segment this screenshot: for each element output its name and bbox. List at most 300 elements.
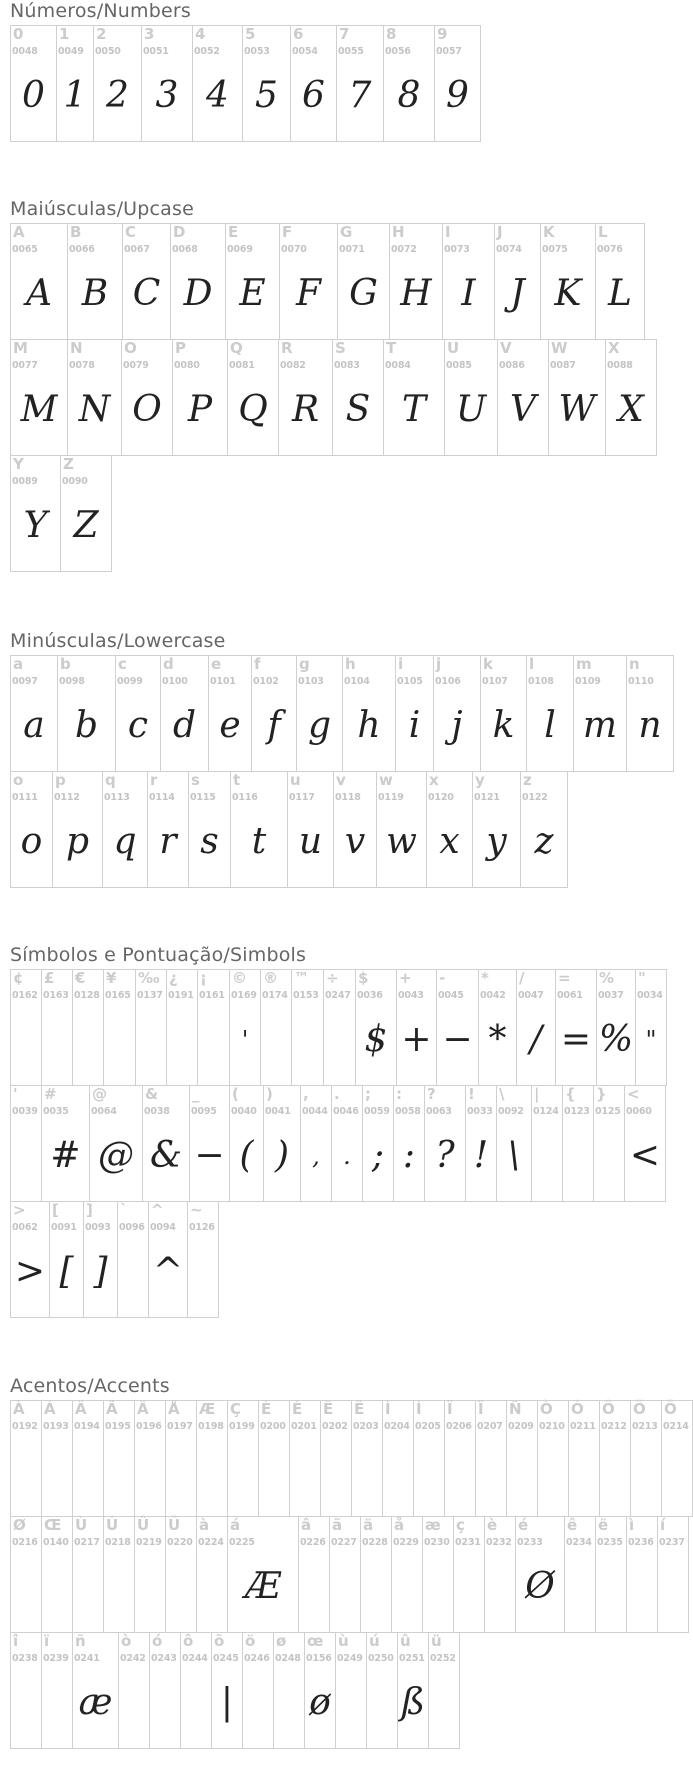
glyph-sample: [ bbox=[59, 1251, 74, 1292]
glyph-cell bbox=[196, 1516, 228, 1633]
glyph-sample bbox=[11, 1673, 41, 1733]
glyph-code-label: 0077 bbox=[12, 360, 38, 371]
glyph-cell bbox=[323, 969, 356, 1086]
glyph-code-label: 0111 bbox=[12, 792, 38, 803]
glyph-code-label: 0092 bbox=[498, 1106, 524, 1117]
glyph-cell bbox=[335, 1632, 367, 1749]
glyph-code-label: 0033 bbox=[467, 1106, 493, 1117]
glyph-sample: : bbox=[402, 1135, 416, 1176]
glyph-code-label: 0067 bbox=[124, 244, 150, 255]
glyph-char-label: ì bbox=[629, 1516, 635, 1534]
glyph-sample bbox=[330, 1557, 360, 1617]
glyph-code-label: 0038 bbox=[144, 1106, 170, 1117]
glyph-code-label: 0197 bbox=[167, 1421, 193, 1432]
glyph-cell bbox=[562, 1085, 594, 1202]
glyph-char-label: : bbox=[396, 1085, 402, 1103]
glyph-char-label: Ä bbox=[137, 1400, 149, 1418]
glyph-cell bbox=[251, 655, 297, 772]
glyph-cell bbox=[56, 25, 94, 142]
glyph-sample: ; bbox=[371, 1135, 385, 1176]
glyph-code-label: 0165 bbox=[105, 990, 131, 1001]
glyph-code-label: 0128 bbox=[74, 990, 100, 1001]
glyph-cell bbox=[41, 1400, 73, 1517]
glyph-code-label: 0085 bbox=[446, 360, 472, 371]
glyph-cell bbox=[165, 1516, 197, 1633]
glyph-code-label: 0034 bbox=[637, 990, 663, 1001]
glyph-char-label: Ã bbox=[106, 1400, 118, 1418]
glyph-sample bbox=[662, 1441, 692, 1501]
glyph-cell bbox=[333, 771, 377, 888]
glyph-code-label: 0249 bbox=[337, 1653, 363, 1664]
glyph-cell bbox=[103, 1400, 135, 1517]
glyph-code-label: 0246 bbox=[244, 1653, 270, 1664]
glyph-cell bbox=[422, 1516, 454, 1633]
glyph-char-label: ï bbox=[44, 1632, 50, 1650]
glyph-char-label: B bbox=[70, 223, 82, 241]
glyph-sample: j bbox=[451, 705, 463, 746]
glyph-sample bbox=[600, 1441, 630, 1501]
glyph-cell bbox=[227, 339, 279, 456]
glyph-sample: I bbox=[461, 273, 476, 314]
glyph-sample: C bbox=[132, 273, 161, 314]
glyph-sample: V bbox=[510, 389, 536, 430]
glyph-code-label: 0115 bbox=[190, 792, 216, 803]
glyph-code-label: 0191 bbox=[168, 990, 194, 1001]
glyph-code-label: 0058 bbox=[395, 1106, 421, 1117]
glyph-code-label: 0161 bbox=[199, 990, 225, 1001]
glyph-char-label: j bbox=[436, 655, 442, 673]
glyph-cell bbox=[496, 1085, 532, 1202]
glyph-char-label: ` bbox=[120, 1201, 128, 1219]
glyph-sample: Æ bbox=[244, 1566, 282, 1607]
glyph-char-label: Ñ bbox=[509, 1400, 522, 1418]
glyph-code-label: 0068 bbox=[172, 244, 198, 255]
glyph-char-label: C bbox=[125, 223, 137, 241]
glyph-char-label: ú bbox=[369, 1632, 380, 1650]
glyph-code-label: 0121 bbox=[474, 792, 500, 803]
glyph-sample bbox=[11, 1557, 41, 1617]
glyph-char-label: [ bbox=[52, 1201, 59, 1219]
glyph-char-label: X bbox=[608, 339, 620, 357]
glyph-sample: − bbox=[194, 1135, 225, 1176]
glyph-cell bbox=[434, 25, 481, 142]
glyph-code-label: 0230 bbox=[424, 1537, 450, 1548]
glyph-sample: @ bbox=[98, 1135, 134, 1176]
glyph-sample: x bbox=[439, 821, 460, 862]
glyph-sample: U bbox=[455, 389, 487, 430]
glyph-sample bbox=[476, 1441, 506, 1501]
glyph-code-label: 0242 bbox=[120, 1653, 146, 1664]
glyph-cell bbox=[351, 1400, 383, 1517]
glyph-cell bbox=[242, 25, 291, 142]
glyph-char-label: h bbox=[345, 655, 356, 673]
glyph-sample bbox=[423, 1557, 453, 1617]
glyph-char-label: 5 bbox=[245, 25, 256, 43]
glyph-sample bbox=[150, 1673, 180, 1733]
glyph-char-label: € bbox=[75, 969, 86, 987]
glyph-code-label: 0237 bbox=[659, 1537, 685, 1548]
glyph-sample bbox=[627, 1557, 657, 1617]
glyph-sample bbox=[11, 1441, 41, 1501]
section-numbers bbox=[10, 0, 655, 142]
glyph-sample: J bbox=[510, 273, 525, 314]
glyph-char-label: q bbox=[105, 771, 116, 789]
glyph-code-label: 0174 bbox=[262, 990, 288, 1001]
glyph-cell bbox=[480, 655, 527, 772]
glyph-sample: w bbox=[386, 821, 417, 862]
glyph-sample bbox=[336, 1673, 366, 1733]
glyph-sample: T bbox=[401, 389, 426, 430]
glyph-sample: ^ bbox=[152, 1251, 184, 1292]
glyph-cell bbox=[10, 339, 68, 456]
glyph-sample: . bbox=[343, 1142, 351, 1170]
glyph-cell bbox=[103, 1516, 135, 1633]
glyph-sample bbox=[42, 1673, 72, 1733]
glyph-code-label: 0073 bbox=[444, 244, 470, 255]
glyph-code-label: 0048 bbox=[12, 46, 38, 57]
glyph-sample bbox=[118, 1242, 148, 1302]
glyph-code-label: 0214 bbox=[663, 1421, 689, 1432]
glyph-cell bbox=[52, 771, 103, 888]
glyph-sample: n bbox=[638, 705, 662, 746]
glyph-char-label: R bbox=[281, 339, 293, 357]
glyph-sample: $ bbox=[364, 1019, 388, 1060]
glyph-cell bbox=[397, 1632, 429, 1749]
glyph-cell bbox=[180, 1632, 212, 1749]
glyph-char-label: = bbox=[558, 969, 571, 987]
glyph-sample bbox=[135, 1557, 165, 1617]
glyph-code-label: 0090 bbox=[62, 476, 88, 487]
glyph-sample bbox=[352, 1441, 382, 1501]
glyph-char-label: ; bbox=[365, 1085, 371, 1103]
glyph-cell bbox=[494, 223, 541, 340]
glyph-cell bbox=[444, 1400, 476, 1517]
glyph-cell bbox=[329, 1516, 361, 1633]
glyph-cell bbox=[624, 1085, 666, 1202]
glyph-char-label: ' bbox=[13, 1085, 18, 1103]
glyph-sample: 5 bbox=[255, 75, 278, 116]
glyph-cell bbox=[57, 655, 116, 772]
glyph-code-label: 0153 bbox=[293, 990, 319, 1001]
glyph-code-label: 0252 bbox=[430, 1653, 456, 1664]
glyph-code-label: 0219 bbox=[136, 1537, 162, 1548]
glyph-sample: d bbox=[172, 705, 197, 746]
glyph-sample bbox=[167, 1010, 197, 1070]
glyph-code-label: 0110 bbox=[628, 676, 654, 687]
glyph-sample bbox=[166, 1441, 196, 1501]
glyph-char-label: Á bbox=[44, 1400, 56, 1418]
glyph-char-label: © bbox=[232, 969, 247, 987]
glyph-code-label: 0062 bbox=[12, 1222, 38, 1233]
glyph-cell bbox=[300, 1085, 332, 1202]
glyph-sample: t bbox=[251, 821, 267, 862]
glyph-cell bbox=[484, 1516, 516, 1633]
glyph-cell bbox=[67, 223, 123, 340]
glyph-sample: f bbox=[267, 705, 281, 746]
glyph-cell bbox=[134, 1400, 166, 1517]
glyph-cell bbox=[478, 969, 517, 1086]
glyph-cell bbox=[197, 969, 230, 1086]
glyph-char-label: ã bbox=[332, 1516, 343, 1534]
glyph-sample bbox=[563, 1126, 593, 1186]
glyph-cell bbox=[122, 223, 171, 340]
glyph-char-label: Ó bbox=[571, 1400, 584, 1418]
glyph-char-label: Ú bbox=[106, 1516, 119, 1534]
glyph-cell bbox=[596, 969, 636, 1086]
glyph-code-label: 0063 bbox=[426, 1106, 452, 1117]
glyph-code-label: 0075 bbox=[542, 244, 568, 255]
glyph-code-label: 0116 bbox=[232, 792, 258, 803]
glyph-char-label: Ø bbox=[13, 1516, 26, 1534]
glyph-sample: æ bbox=[78, 1682, 113, 1723]
glyph-sample bbox=[454, 1557, 484, 1617]
glyph-sample bbox=[538, 1441, 568, 1501]
glyph-cell bbox=[426, 771, 473, 888]
glyph-char-label: Â bbox=[75, 1400, 87, 1418]
glyph-code-label: 0113 bbox=[104, 792, 130, 803]
glyph-code-label: 0103 bbox=[298, 676, 324, 687]
glyph-char-label: p bbox=[55, 771, 66, 789]
glyph-code-label: 0039 bbox=[12, 1106, 38, 1117]
glyph-row bbox=[10, 969, 663, 1086]
glyph-char-label: ö bbox=[245, 1632, 256, 1650]
glyph-cell bbox=[635, 969, 667, 1086]
glyph-sample: 8 bbox=[397, 75, 421, 116]
glyph-sample: ] bbox=[93, 1251, 108, 1292]
glyph-cell bbox=[573, 655, 627, 772]
glyph-sample: F bbox=[296, 273, 321, 314]
glyph-char-label: á bbox=[230, 1516, 241, 1534]
glyph-code-label: 0102 bbox=[253, 676, 279, 687]
glyph-code-label: 0040 bbox=[231, 1106, 257, 1117]
glyph-sample bbox=[73, 1557, 103, 1617]
glyph-char-label: œ bbox=[307, 1632, 324, 1650]
glyph-row bbox=[10, 1516, 685, 1633]
glyph-char-label: U bbox=[447, 339, 460, 357]
glyph-code-label: 0202 bbox=[322, 1421, 348, 1432]
glyph-code-label: 0213 bbox=[632, 1421, 658, 1432]
glyph-code-label: 0091 bbox=[51, 1222, 77, 1233]
glyph-sample: 0 bbox=[22, 75, 45, 116]
glyph-cell bbox=[135, 969, 167, 1086]
glyph-char-label: ô bbox=[183, 1632, 194, 1650]
glyph-code-label: 0241 bbox=[74, 1653, 100, 1664]
glyph-sample bbox=[569, 1441, 599, 1501]
glyph-code-label: 0088 bbox=[607, 360, 633, 371]
glyph-code-label: 0099 bbox=[117, 676, 143, 687]
glyph-sample: 7 bbox=[348, 75, 372, 116]
glyph-cell bbox=[260, 969, 292, 1086]
glyph-code-label: 0079 bbox=[123, 360, 149, 371]
glyph-cell bbox=[10, 969, 42, 1086]
glyph-cell bbox=[242, 1632, 274, 1749]
glyph-cell bbox=[273, 1632, 305, 1749]
glyph-cell bbox=[278, 339, 333, 456]
glyph-sample: M bbox=[20, 389, 58, 430]
glyph-cell bbox=[320, 1400, 352, 1517]
glyph-char-label: û bbox=[400, 1632, 411, 1650]
glyph-cell bbox=[160, 655, 209, 772]
glyph-sample: ' bbox=[241, 1026, 249, 1054]
glyph-code-label: 0163 bbox=[43, 990, 69, 1001]
glyph-char-label: ü bbox=[431, 1632, 442, 1650]
glyph-code-label: 0250 bbox=[368, 1653, 394, 1664]
glyph-char-label: ä bbox=[363, 1516, 374, 1534]
glyph-code-label: 0041 bbox=[265, 1106, 291, 1117]
glyph-char-label: F bbox=[282, 223, 293, 241]
glyph-char-label: y bbox=[475, 771, 485, 789]
glyph-char-label: 3 bbox=[144, 25, 155, 43]
glyph-char-label: o bbox=[13, 771, 24, 789]
glyph-char-label: g bbox=[299, 655, 310, 673]
glyph-cell bbox=[263, 1085, 301, 1202]
glyph-sample: u bbox=[298, 821, 323, 862]
glyph-char-label: } bbox=[596, 1085, 607, 1103]
glyph-char-label: G bbox=[340, 223, 353, 241]
glyph-cell bbox=[115, 655, 161, 772]
glyph-code-label: 0205 bbox=[415, 1421, 441, 1432]
glyph-code-label: 0234 bbox=[566, 1537, 592, 1548]
glyph-code-label: 0211 bbox=[570, 1421, 596, 1432]
glyph-cell bbox=[599, 1400, 631, 1517]
glyph-code-label: 0169 bbox=[231, 990, 257, 1001]
glyph-code-label: 0049 bbox=[58, 46, 84, 57]
glyph-sample: ! bbox=[473, 1135, 489, 1176]
glyph-code-label: 0070 bbox=[281, 244, 307, 255]
glyph-code-label: 0125 bbox=[595, 1106, 621, 1117]
glyph-cell bbox=[290, 25, 337, 142]
glyph-cell bbox=[331, 1085, 363, 1202]
glyph-sample: r bbox=[159, 821, 177, 862]
glyph-cell bbox=[555, 969, 597, 1086]
glyph-char-label: à bbox=[199, 1516, 210, 1534]
glyph-char-label: ¡ bbox=[200, 969, 207, 987]
glyph-cell bbox=[626, 1516, 658, 1633]
glyph-code-label: 0043 bbox=[398, 990, 424, 1001]
glyph-sample: e bbox=[219, 705, 241, 746]
glyph-char-label: c bbox=[118, 655, 127, 673]
glyph-code-label: 0117 bbox=[289, 792, 315, 803]
glyph-code-label: 0236 bbox=[628, 1537, 654, 1548]
glyph-sample: 6 bbox=[302, 75, 325, 116]
glyph-sample: g bbox=[307, 705, 332, 746]
glyph-char-label: Ë bbox=[354, 1400, 365, 1418]
glyph-char-label: î bbox=[13, 1632, 19, 1650]
glyph-char-label: ™ bbox=[294, 969, 309, 987]
glyph-code-label: 0244 bbox=[182, 1653, 208, 1664]
glyph-code-label: 0123 bbox=[564, 1106, 590, 1117]
glyph-code-label: 0094 bbox=[150, 1222, 176, 1233]
glyph-char-label: r bbox=[150, 771, 158, 789]
glyph-sample: 9 bbox=[446, 75, 469, 116]
glyph-cell bbox=[72, 1400, 104, 1517]
glyph-sample bbox=[228, 1441, 258, 1501]
glyph-cell bbox=[472, 771, 521, 888]
glyph-sample bbox=[290, 1441, 320, 1501]
glyph-code-label: 0042 bbox=[480, 990, 506, 1001]
glyph-char-label: e bbox=[211, 655, 222, 673]
glyph-sample bbox=[104, 1010, 135, 1070]
glyph-code-label: 0114 bbox=[149, 792, 175, 803]
glyph-sample: S bbox=[345, 389, 371, 430]
glyph-cell bbox=[506, 1400, 538, 1517]
glyph-char-label: + bbox=[399, 969, 412, 987]
glyph-char-label: Ê bbox=[323, 1400, 334, 1418]
glyph-char-label: _ bbox=[192, 1085, 200, 1103]
glyph-cell bbox=[102, 771, 148, 888]
glyph-char-label: ^ bbox=[151, 1201, 164, 1219]
glyph-cell bbox=[172, 339, 228, 456]
glyph-sample: 4 bbox=[206, 75, 229, 116]
glyph-char-label: * bbox=[481, 969, 489, 987]
glyph-code-label: 0227 bbox=[331, 1537, 357, 1548]
glyph-code-label: 0225 bbox=[229, 1537, 255, 1548]
glyph-cell bbox=[103, 969, 136, 1086]
glyph-cell bbox=[149, 1632, 181, 1749]
glyph-cell bbox=[192, 25, 243, 142]
glyph-char-label: ) bbox=[266, 1085, 273, 1103]
glyph-char-label: Ç bbox=[230, 1400, 242, 1418]
glyph-char-label: Å bbox=[168, 1400, 180, 1418]
glyph-sample: s bbox=[200, 821, 219, 862]
glyph-code-label: 0216 bbox=[12, 1537, 38, 1548]
glyph-code-label: 0036 bbox=[357, 990, 383, 1001]
glyph-sample bbox=[367, 1673, 397, 1733]
glyph-char-label: l bbox=[529, 655, 535, 673]
glyph-code-label: 0196 bbox=[136, 1421, 162, 1432]
glyph-code-label: 0086 bbox=[499, 360, 525, 371]
glyph-char-label: 9 bbox=[437, 25, 448, 43]
glyph-code-label: 0207 bbox=[477, 1421, 503, 1432]
glyph-code-label: 0248 bbox=[275, 1653, 301, 1664]
glyph-char-label: ø bbox=[276, 1632, 287, 1650]
glyph-sample: ( bbox=[239, 1135, 254, 1176]
glyph-code-label: 0243 bbox=[151, 1653, 177, 1664]
glyph-sample: 1 bbox=[63, 75, 87, 116]
glyph-code-label: 0233 bbox=[517, 1537, 543, 1548]
glyph-char-label: ç bbox=[456, 1516, 465, 1534]
glyph-code-label: 0229 bbox=[393, 1537, 419, 1548]
glyph-cell bbox=[391, 1516, 423, 1633]
glyph-cell bbox=[540, 223, 596, 340]
glyph-cell bbox=[60, 455, 112, 572]
glyph-cell bbox=[279, 223, 338, 340]
glyph-sample: K bbox=[554, 273, 582, 314]
glyph-row bbox=[10, 1632, 655, 1749]
glyph-code-label: 0156 bbox=[306, 1653, 332, 1664]
glyph-code-label: 0104 bbox=[344, 676, 370, 687]
glyph-sample: D bbox=[183, 273, 213, 314]
glyph-char-label: L bbox=[598, 223, 608, 241]
glyph-cell bbox=[515, 1516, 565, 1633]
glyph-cell bbox=[229, 969, 261, 1086]
glyph-code-label: 0192 bbox=[12, 1421, 38, 1432]
glyph-char-label: 8 bbox=[386, 25, 397, 43]
glyph-cell bbox=[413, 1400, 445, 1517]
glyph-code-label: 0069 bbox=[227, 244, 253, 255]
glyph-char-label: Z bbox=[63, 455, 74, 473]
section-symbols bbox=[10, 944, 663, 1318]
glyph-code-label: 0095 bbox=[191, 1106, 217, 1117]
glyph-cell bbox=[453, 1516, 485, 1633]
glyph-char-label: M bbox=[13, 339, 28, 357]
glyph-cell bbox=[121, 339, 173, 456]
glyph-sample: W bbox=[558, 389, 596, 430]
glyph-cell bbox=[537, 1400, 569, 1517]
glyph-code-label: 0076 bbox=[597, 244, 623, 255]
glyph-cell bbox=[229, 1085, 264, 1202]
glyph-char-label: I bbox=[445, 223, 451, 241]
